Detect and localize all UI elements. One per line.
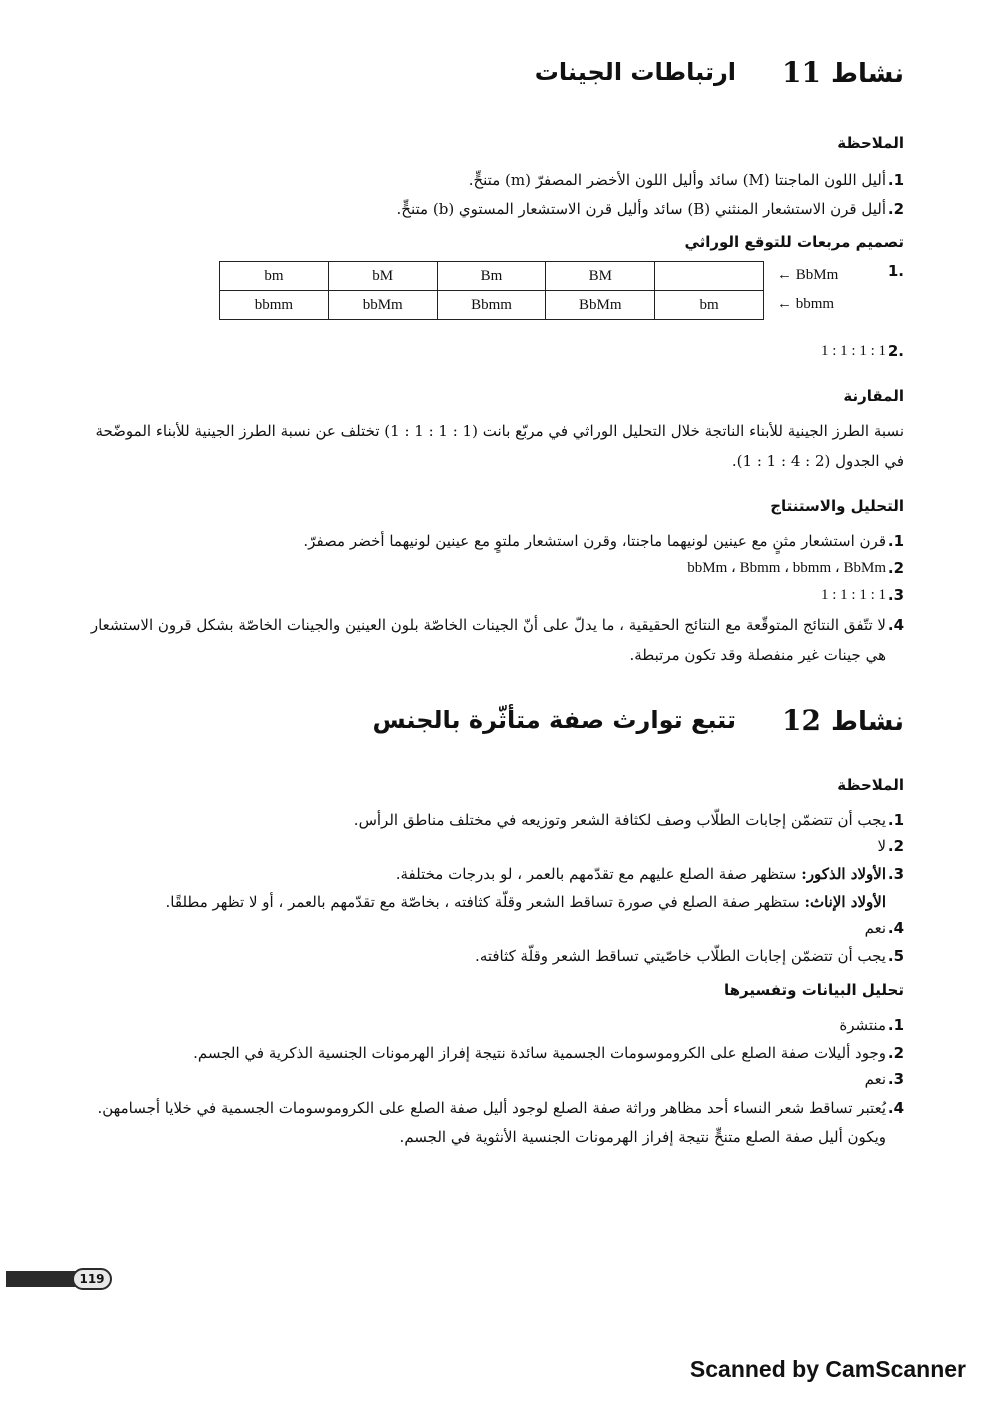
a12-data-item-1 — [60, 1015, 904, 1035]
page-number: 119 — [72, 1268, 112, 1290]
item-text — [60, 864, 886, 884]
item-number: 3. — [887, 1070, 904, 1088]
bold-label: الأولاد الذكور: — [801, 865, 886, 883]
a11-row2-label: ← bbmm — [777, 296, 835, 312]
item-body: ستظهر صفة الصلع في صورة تساقط الشعر وقلّة كثافته ، بخاصّة مع تقدّمهم بالعمر ، أو لا تظهر مطلقًا. — [165, 893, 805, 911]
item-text: قرن استشعار مثنٍ مع عينين لونيهما ماجنتا، وقرن استشعار ملتوٍ مع عينين لونيهما أخضر مصفرّ. — [303, 532, 886, 550]
item-number: 5. — [887, 947, 904, 965]
a12-observation-item-1 — [60, 810, 904, 830]
table-cell: Bm — [437, 262, 546, 291]
item-text: أليل قرن الاستشعار المنثني (B) سائد وأليل قرن الاستشعار المستوي (b) متنحٍّ. — [396, 200, 886, 218]
activity-12-header — [74, 700, 904, 740]
item-text: يُعتبر تساقط شعر النساء أحد مظاهر وراثة صفة الصلع لوجود أليل صفة الصلع على الكروموسومات الجسمية في خلايا أجسامهن. — [97, 1099, 886, 1117]
activity-11-header — [74, 52, 904, 92]
a11-observation-heading: الملاحظة — [837, 134, 904, 152]
activity-12-title: تتبع توارث صفة متأثّرة بالجنس — [372, 706, 736, 734]
table-row — [220, 262, 764, 291]
item-number: 3. — [887, 586, 904, 604]
item-number: 4. — [887, 919, 904, 937]
item-number: 1. — [887, 532, 904, 550]
a11-analysis-item-1 — [60, 531, 904, 551]
item-number: 1. — [887, 1016, 904, 1034]
a12-observation-item-3-cont — [166, 892, 886, 912]
bold-label: الأولاد الإناث: — [804, 893, 886, 911]
a12-observation-item-4 — [60, 918, 904, 938]
table-cell: bm — [655, 291, 764, 320]
activity-12-number: 12 — [782, 703, 821, 737]
item-number: 3. — [887, 865, 904, 883]
table-cell: BbMm — [546, 291, 655, 320]
a12-data-analysis-heading: تحليل البيانات وتفسيرها — [723, 981, 904, 999]
item-number: 2. — [887, 837, 904, 855]
a11-observation-item-2 — [60, 199, 904, 219]
a11-row1-label: ← BbMm — [777, 267, 839, 283]
item-text: 1 : 1 : 1 : 1 — [820, 587, 886, 603]
item-number: 4. — [887, 1099, 904, 1117]
item-number: 2. — [887, 559, 904, 577]
a11-analysis-item-3 — [60, 585, 904, 605]
item-number: .2 — [887, 342, 904, 360]
a11-observation-item-1 — [60, 170, 904, 190]
item-text: bbMm ، Bbmm ، bbmm ، BbMm — [687, 560, 886, 576]
item-text: يجب أن تتضمّن إجابات الطلّاب وصف لكثافة الشعر وتوزيعه في مختلف مناطق الرأس. — [353, 811, 886, 829]
item-text: لا تتّفق النتائج المتوقّعة مع النتائج الحقيقية ، ما يدلّ على أنّ الجينات الخاصّة بلون العينين والجينات الخاصّة بشكل قرون الاستشعار — [90, 616, 886, 634]
a11-squares-number-1: .1 — [887, 262, 904, 280]
item-text: منتشرة — [839, 1016, 886, 1034]
item-number: 4. — [887, 616, 904, 634]
a11-squares-item-2 — [60, 341, 904, 361]
a12-observation-item-3 — [60, 864, 904, 884]
table-cell — [655, 262, 764, 291]
a11-comparison-heading: المقارنة — [843, 387, 904, 405]
a11-analysis-item-2 — [60, 558, 904, 578]
a12-observation-heading: الملاحظة — [837, 776, 904, 794]
activity-11-title: ارتباطات الجينات — [534, 58, 736, 86]
table-cell: bm — [220, 262, 329, 291]
table-row — [220, 291, 764, 320]
a11-analysis-heading: التحليل والاستنتاج — [770, 497, 904, 515]
a12-data-item-4 — [60, 1098, 904, 1118]
a11-comparison-text: نسبة الطرز الجينية للأبناء الناتجة خلال التحليل الوراثي في مربّع بانت (1 : 1 : 1 : 1) تختلف عن نسبة الطرز الجينية للأبناء الموضّحة في الجدول (2 : 4 : 1 : 1). — [95, 422, 904, 470]
item-text: نعم — [864, 919, 886, 937]
item-text: أليل اللون الماجنتا (M) سائد وأليل اللون الأخضر المصفرّ (m) متنحٍّ. — [468, 171, 886, 189]
activity-12-label: نشاط — [831, 706, 904, 737]
table-cell: bbMm — [328, 291, 437, 320]
activity-11-label-group — [782, 56, 904, 89]
table-cell: Bbmm — [437, 291, 546, 320]
page-number-bar — [6, 1271, 76, 1287]
item-text: يجب أن تتضمّن إجابات الطلّاب خاصّيتي تساقط الشعر وقلّة كثافته. — [475, 947, 886, 965]
scanner-watermark: Scanned by CamScanner — [689, 1356, 966, 1382]
table-cell: BM — [546, 262, 655, 291]
table-cell: bbmm — [220, 291, 329, 320]
a12-observation-item-5 — [60, 946, 904, 966]
item-number: 2. — [887, 1044, 904, 1062]
a12-observation-item-2 — [60, 836, 904, 856]
item-text: لا — [877, 837, 886, 855]
ratio-text: 1 : 1 : 1 : 1 — [820, 343, 886, 359]
item-number: 2. — [887, 200, 904, 218]
activity-11-label: نشاط — [831, 58, 904, 89]
activity-11-number: 11 — [782, 55, 821, 89]
a12-data-item-2 — [60, 1043, 904, 1063]
item-number: 1. — [887, 171, 904, 189]
item-text: وجود أليلات صفة الصلع على الكروموسومات الجسمية سائدة نتيجة إفراز الهرمونات الجنسية الذكرية في الجسم. — [193, 1044, 886, 1062]
item-number: 1. — [887, 811, 904, 829]
punnett-square-table — [219, 261, 764, 320]
a11-analysis-item-4 — [60, 615, 904, 635]
activity-12-label-group — [782, 704, 904, 737]
page-number-badge — [6, 1268, 106, 1290]
item-body: ستظهر صفة الصلع عليهم مع تقدّمهم بالعمر ، لو بدرجات مختلفة. — [395, 865, 802, 883]
a11-analysis-item-4-cont: هي جينات غير منفصلة وقد تكون مرتبطة. — [629, 646, 886, 664]
a12-data-item-4-cont: ويكون أليل صفة الصلع متنحٍّ نتيجة إفراز الهرمونات الجنسية الأنثوية في الجسم. — [399, 1128, 886, 1146]
a12-data-item-3 — [60, 1069, 904, 1089]
table-cell: bM — [328, 262, 437, 291]
a11-squares-heading: تصميم مربعات للتوقع الوراثي — [684, 233, 904, 251]
item-text: نعم — [864, 1070, 886, 1088]
